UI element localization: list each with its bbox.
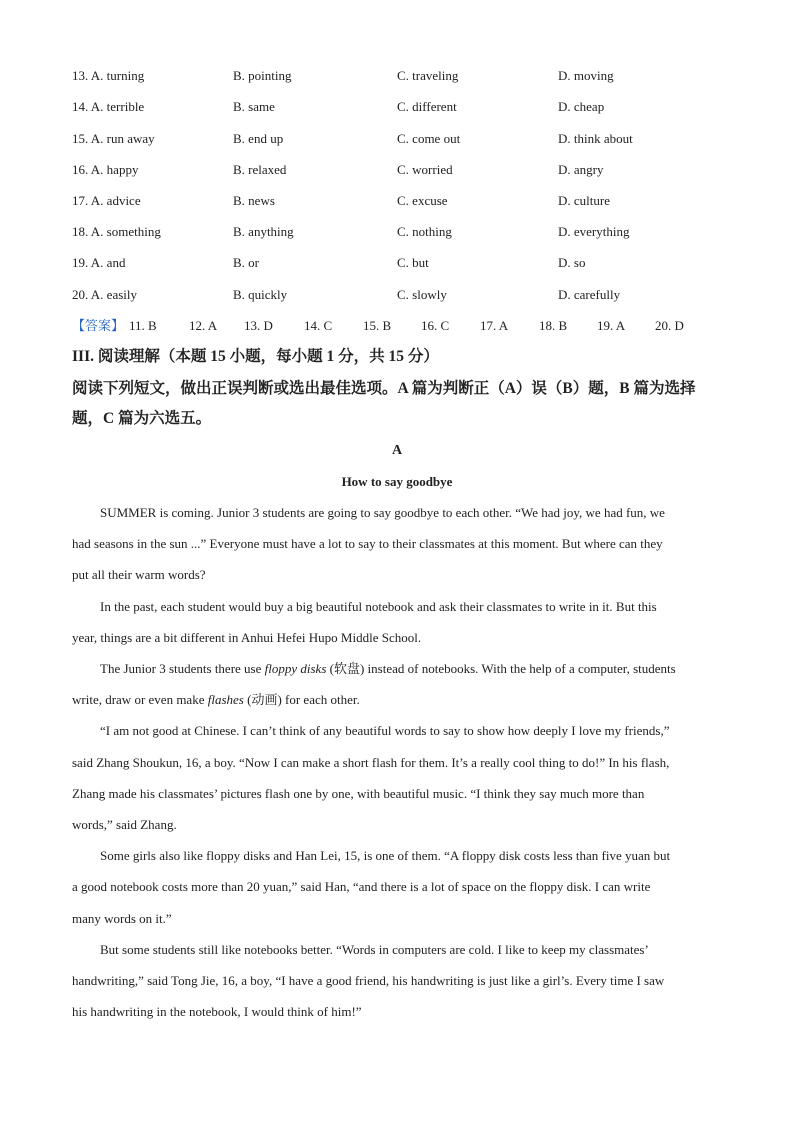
- question-row: [72, 191, 732, 211]
- paragraph-line: [72, 690, 360, 710]
- option-c: C. come out: [397, 131, 461, 146]
- answer-item: 18. B: [539, 318, 568, 333]
- paragraph-line: his handwriting in the notebook, I would think of him!”: [72, 1004, 362, 1019]
- option-b: B. same: [233, 99, 275, 114]
- paragraph-line: [100, 659, 676, 679]
- question-row: [72, 160, 732, 180]
- text-run: (动画) for each other.: [243, 692, 360, 707]
- option-d: D. moving: [558, 68, 614, 83]
- answer-item: 15. B: [363, 318, 392, 333]
- option-b: B. pointing: [233, 68, 292, 83]
- paragraph-line: Zhang made his classmates’ pictures flash one by one, with beautiful music. “I think they say much more than: [72, 786, 645, 801]
- option-a: 13. A. turning: [72, 68, 145, 83]
- paragraph-line: words,” said Zhang.: [72, 817, 177, 832]
- option-c: C. different: [397, 99, 457, 114]
- option-c: C. but: [397, 255, 429, 270]
- text-run: (软盘) instead of notebooks. With the help of a computer, students: [326, 661, 676, 676]
- option-c: C. traveling: [397, 68, 459, 83]
- section-instruction: 阅读下列短文，做出正误判断或选出最佳选项。A 篇为判断正（A）误（B）题，B 篇为选择: [72, 380, 696, 397]
- passage-letter: A: [391, 443, 403, 458]
- option-d: D. culture: [558, 193, 610, 208]
- paragraph-line: year, things are a bit different in Anhui Hefei Hupo Middle School.: [72, 630, 422, 645]
- italic-term: floppy disks: [264, 661, 327, 676]
- option-d: D. cheap: [558, 99, 605, 114]
- option-b: B. or: [233, 255, 259, 270]
- paragraph-line: put all their warm words?: [72, 567, 206, 582]
- text-run: write, draw or even make: [72, 692, 208, 707]
- option-b: B. relaxed: [233, 162, 287, 177]
- option-a: 15. A. run away: [72, 131, 155, 146]
- answer-item: 12. A: [189, 318, 218, 333]
- paragraph-line: said Zhang Shoukun, 16, a boy. “Now I can make a short flash for them. It’s a really cool thing to do!” In his flash,: [72, 755, 670, 770]
- answer-item: 16. C: [421, 318, 450, 333]
- option-a: 20. A. easily: [72, 287, 137, 302]
- answer-tag: 【答案】: [72, 318, 125, 333]
- answer-item: 17. A: [480, 318, 509, 333]
- option-d: D. so: [558, 255, 586, 270]
- option-a: 16. A. happy: [72, 162, 139, 177]
- paragraph-line: But some students still like notebooks better. “Words in computers are cold. I like to keep my classmates’: [100, 942, 649, 957]
- question-row: [72, 129, 732, 149]
- paragraph-line: In the past, each student would buy a big beautiful notebook and ask their classmates to write in it. But this: [100, 599, 657, 614]
- answer-key: [72, 316, 684, 336]
- option-c: C. nothing: [397, 224, 452, 239]
- option-d: D. carefully: [558, 287, 621, 302]
- paragraph-line: had seasons in the sun ...” Everyone must have a lot to say to their classmates at this moment. But where can they: [72, 536, 663, 551]
- question-row: [72, 253, 732, 273]
- question-row: [72, 222, 732, 242]
- option-b: B. anything: [233, 224, 294, 239]
- option-a: 14. A. terrible: [72, 99, 145, 114]
- paragraph-line: many words on it.”: [72, 911, 172, 926]
- answer-item: 19. A: [597, 318, 626, 333]
- question-row: [72, 285, 732, 305]
- option-c: C. worried: [397, 162, 453, 177]
- option-d: D. everything: [558, 224, 630, 239]
- option-c: C. excuse: [397, 193, 448, 208]
- section-instruction: 题，C 篇为六选五。: [72, 410, 212, 427]
- option-a: 19. A. and: [72, 255, 126, 270]
- option-b: B. news: [233, 193, 275, 208]
- option-a: 18. A. something: [72, 224, 161, 239]
- answer-item: 20. D: [655, 318, 684, 333]
- option-b: B. quickly: [233, 287, 288, 302]
- paragraph-line: “I am not good at Chinese. I can’t think of any beautiful words to say to show how deeply I love my friends,”: [100, 723, 670, 738]
- section-title: III. 阅读理解（本题 15 小题，每小题 1 分，共 15 分）: [72, 348, 439, 365]
- paragraph-line: handwriting,” said Tong Jie, 16, a boy, “I have a good friend, his handwriting is just like a girl’s. Every time I saw: [72, 973, 665, 988]
- question-row: [72, 66, 732, 86]
- option-c: C. slowly: [397, 287, 447, 302]
- option-a: 17. A. advice: [72, 193, 141, 208]
- paragraph-line: SUMMER is coming. Junior 3 students are going to say goodbye to each other. “We had joy, we had fun, we: [100, 505, 665, 520]
- option-b: B. end up: [233, 131, 284, 146]
- paragraph-line: a good notebook costs more than 20 yuan,” said Han, “and there is a lot of space on the floppy disk. I can write: [72, 879, 651, 894]
- answer-item: 13. D: [244, 318, 273, 333]
- question-row: [72, 97, 732, 117]
- answer-item: 11. B: [129, 318, 157, 333]
- italic-term: flashes: [207, 692, 244, 707]
- option-d: D. think about: [558, 131, 633, 146]
- passage-title: How to say goodbye: [341, 474, 453, 489]
- paragraph-line: Some girls also like floppy disks and Han Lei, 15, is one of them. “A floppy disk costs less than five yuan but: [100, 848, 671, 863]
- text-run: The Junior 3 students there use: [100, 661, 265, 676]
- option-d: D. angry: [558, 162, 604, 177]
- answer-item: 14. C: [304, 318, 333, 333]
